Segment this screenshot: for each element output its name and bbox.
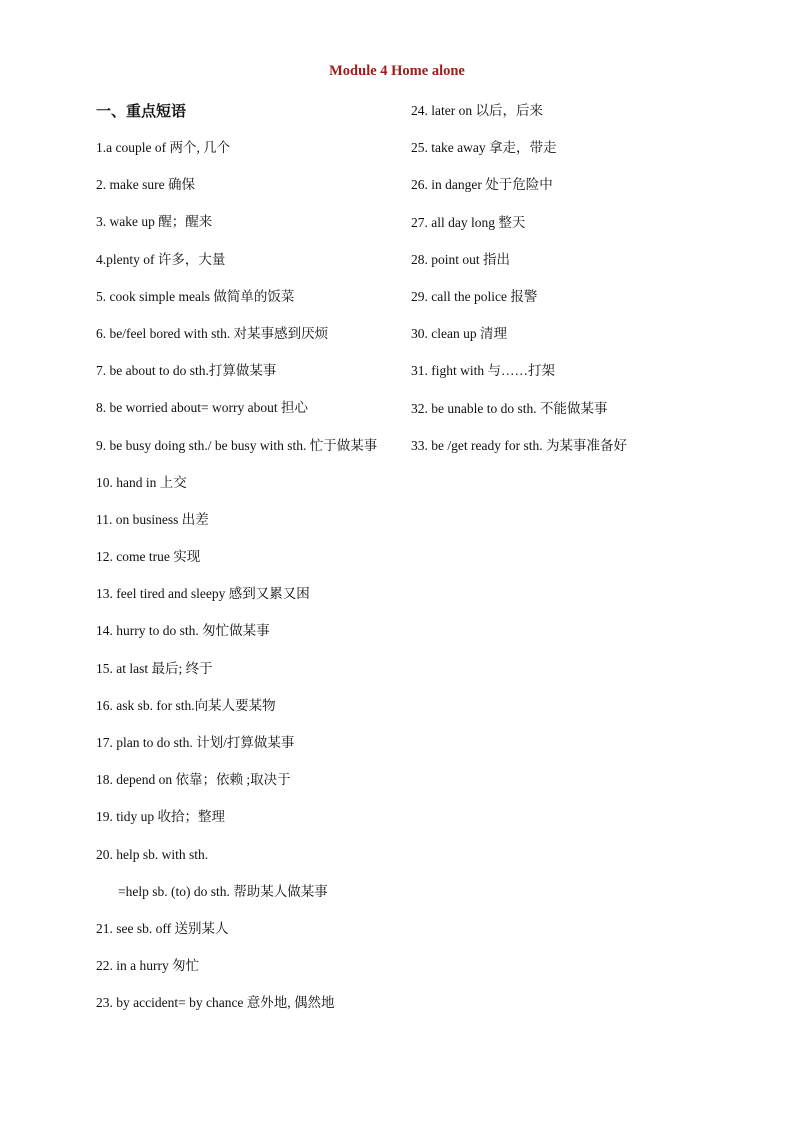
phrase-item-29: 29. call the police 报警 [411, 288, 538, 304]
phrase-item-4: 4.plenty of 许多，大量 [96, 251, 226, 267]
phrase-item-3: 3. wake up 醒；醒来 [96, 214, 213, 230]
phrase-item-12: 12. come true 实现 [96, 549, 201, 565]
phrase-item-10: 10. hand in 上交 [96, 474, 187, 490]
phrase-item-6: 6. be/feel bored with sth. 对某事感到厌烦 [96, 325, 329, 341]
phrase-item-9: 9. be busy doing sth./ be busy with sth. 忙于做某事 [96, 437, 378, 453]
phrase-item-17: 17. plan to do sth. 计划/打算做某事 [96, 735, 295, 750]
phrase-item-13: 13. feel tired and sleepy 感到又累又困 [96, 586, 310, 602]
phrase-item-26: 26. in danger 处于危险中 [411, 177, 553, 193]
phrase-item-8: 8. be worried about= worry about 担心 [96, 400, 308, 416]
phrase-item-16: 16. ask sb. for sth.向某人要某物 [96, 697, 276, 713]
phrase-item-11: 11. on business 出差 [96, 511, 209, 527]
phrase-item-24: 24. later on 以后，后来 [411, 103, 543, 118]
phrase-item-20-continued: =help sb. (to) do sth. 帮助某人做某事 [118, 883, 328, 899]
phrase-item-21: 21. see sb. off 送别某人 [96, 920, 229, 936]
phrase-item-7: 7. be about to do sth.打算做某事 [96, 363, 277, 379]
phrase-item-1: 1.a couple of 两个, 几个 [96, 140, 231, 155]
phrase-item-15: 15. at last 最后; 终于 [96, 660, 213, 676]
phrase-item-33: 33. be /get ready for sth. 为某事准备好 [411, 437, 627, 453]
phrase-item-14: 14. hurry to do sth. 匆忙做某事 [96, 623, 270, 639]
phrase-item-18: 18. depend on 依靠；依赖 ;取决于 [96, 772, 291, 788]
phrase-item-27: 27. all day long 整天 [411, 214, 526, 230]
phrase-item-28: 28. point out 指出 [411, 251, 511, 267]
phrase-item-22: 22. in a hurry 匆忙 [96, 958, 200, 974]
phrase-item-31: 31. fight with 与……打架 [411, 363, 555, 379]
phrase-item-20: 20. help sb. with sth. [96, 846, 209, 862]
phrase-item-19: 19. tidy up 收拾；整理 [96, 809, 226, 825]
right-column [411, 100, 711, 472]
left-column [96, 100, 386, 1030]
module-title: Module 4 Home alone [329, 63, 465, 79]
phrase-item-30: 30. clean up 清理 [411, 326, 507, 342]
phrase-item-5: 5. cook simple meals 做简单的饭菜 [96, 288, 295, 304]
phrase-item-2: 2. make sure 确保 [96, 177, 195, 193]
phrase-item-23: 23. by accident= by chance 意外地, 偶然地 [96, 995, 335, 1011]
phrase-item-25: 25. take away 拿走，带走 [411, 140, 557, 156]
section-heading: 一、重点短语 [96, 102, 187, 120]
phrase-item-32: 32. be unable to do sth. 不能做某事 [411, 400, 608, 416]
